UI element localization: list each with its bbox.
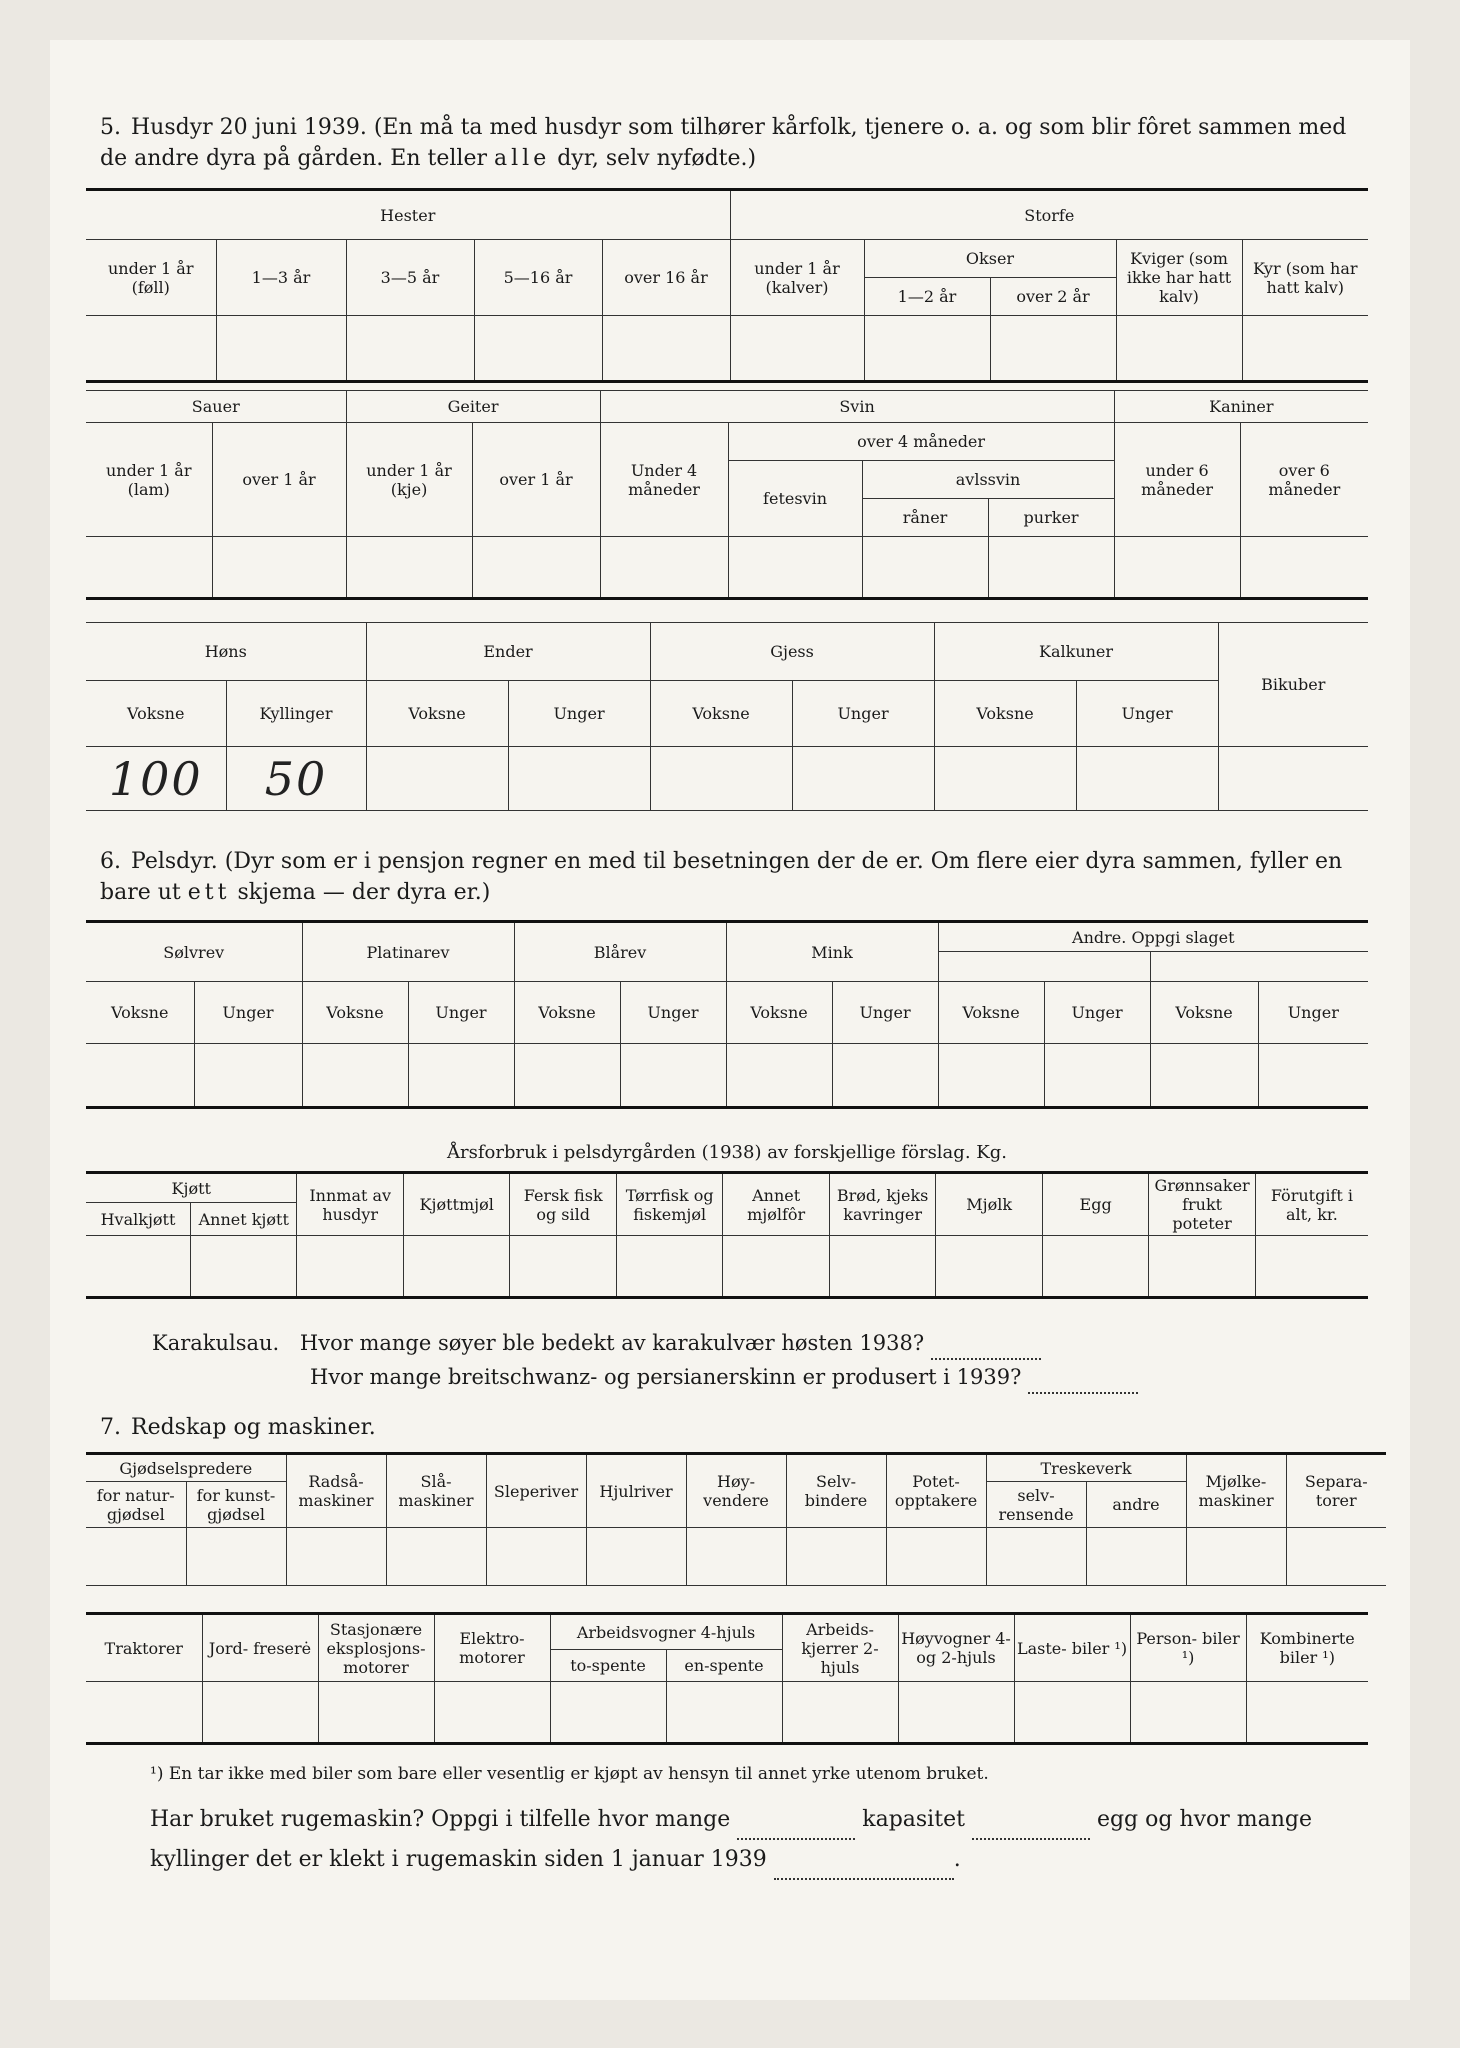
footnote-text: ¹) En tar ikke med biler som bare eller vesentlig er kjøpt av hensyn til annet yrke utenom bruket. <box>150 1764 989 1784</box>
kapasitet-label: kapasitet <box>862 1807 965 1832</box>
col-unger: Unger <box>620 982 726 1044</box>
col-purker: purker <box>988 499 1114 537</box>
col-to-spente: to-spente <box>550 1650 666 1682</box>
col-raner: råner <box>862 499 988 537</box>
group-geiter: Geiter <box>346 391 600 423</box>
input-cell[interactable] <box>1130 1682 1246 1744</box>
col-stasjonaere: Stasjonære eksplosjons- motorer <box>318 1614 434 1682</box>
andre-slot-1[interactable] <box>938 952 1150 982</box>
col-kombinerte: Kombinerte biler ¹) <box>1246 1614 1368 1682</box>
section-5-heading <box>100 112 1370 174</box>
group-hons: Høns <box>86 623 366 681</box>
col-naturgjodsel: for natur- gjødsel <box>86 1482 186 1528</box>
input-cell[interactable] <box>616 1236 722 1298</box>
group-kjott: Kjøtt <box>86 1173 297 1203</box>
rugemaskin-block <box>150 1800 1370 1880</box>
input-cell[interactable] <box>472 537 600 599</box>
col-sleperiver: Sleperiver <box>486 1454 586 1528</box>
col-gjess-unger: Unger <box>792 681 934 747</box>
group-solvrev: Sølvrev <box>86 922 302 982</box>
col-fetesvin: fetesvin <box>728 461 862 537</box>
input-cell[interactable] <box>86 1682 202 1744</box>
col-torrfisk: Tørrfisk og fiskemjøl <box>616 1173 722 1236</box>
col-kalkuner-unger: Unger <box>1076 681 1218 747</box>
section-7-heading <box>100 1412 1370 1443</box>
heading-text: Redskap og maskiner. <box>131 1415 376 1440</box>
input-cell[interactable] <box>1150 1044 1258 1108</box>
col-selvbindere: Selv- bindere <box>786 1454 886 1528</box>
input-cell[interactable] <box>728 537 862 599</box>
input-cell[interactable] <box>486 1528 586 1586</box>
col-gjess-voksne: Voksne <box>650 681 792 747</box>
col-hons-voksne: Voksne <box>86 681 226 747</box>
rugemaskin-line-1 <box>150 1800 1370 1840</box>
input-cell[interactable] <box>216 316 346 382</box>
input-cell[interactable] <box>936 1236 1042 1298</box>
input-cell[interactable] <box>318 1682 434 1744</box>
col-kaniner-0: under 6 måneder <box>1114 423 1240 537</box>
input-cell[interactable] <box>898 1682 1014 1744</box>
group-storfe: Storfe <box>730 190 1368 240</box>
input-cell[interactable] <box>726 1044 832 1108</box>
col-gronnsaker: Grønnsaker frukt poteter <box>1149 1173 1255 1236</box>
col-hester-1: 1—3 år <box>216 240 346 316</box>
machinery-table-1 <box>86 1452 1368 1586</box>
col-ender-unger: Unger <box>508 681 650 747</box>
input-cell[interactable] <box>86 1236 190 1298</box>
col-voksne: Voksne <box>86 982 194 1044</box>
input-cell[interactable] <box>938 1044 1044 1108</box>
col-kaniner-1: over 6 måneder <box>1240 423 1368 537</box>
group-platinarev: Platinarev <box>302 922 514 982</box>
input-cell[interactable] <box>508 747 650 811</box>
egg-label: egg og hvor mange <box>1096 1807 1313 1832</box>
karakul-label: Karakulsau. <box>152 1331 280 1355</box>
input-cell[interactable] <box>1246 1682 1368 1744</box>
input-cell[interactable] <box>1114 537 1240 599</box>
input-cell[interactable] <box>403 1236 509 1298</box>
col-mjolkemaskiner: Mjølke- maskiner <box>1186 1454 1286 1528</box>
group-svin: Svin <box>600 391 1114 423</box>
col-potetopptakere: Potet- opptakere <box>886 1454 986 1528</box>
input-cell[interactable] <box>1286 1528 1386 1586</box>
col-unger: Unger <box>194 982 302 1044</box>
col-andre: andre <box>1086 1482 1186 1528</box>
group-gjodselspredere: Gjødselspredere <box>86 1454 286 1482</box>
col-hester-3: 5—16 år <box>474 240 602 316</box>
input-cell[interactable] <box>190 1236 296 1298</box>
input-cell[interactable] <box>988 537 1114 599</box>
group-okser: Okser <box>864 240 1116 278</box>
col-jordfresere: Jord- freserė <box>202 1614 318 1682</box>
input-cell[interactable] <box>1186 1528 1286 1586</box>
col-bikuber: Bikuber <box>1218 623 1368 747</box>
col-unger: Unger <box>408 982 514 1044</box>
col-innmat: Innmat av husdyr <box>297 1173 403 1236</box>
input-cell[interactable] <box>1086 1528 1186 1586</box>
group-ender: Ender <box>366 623 650 681</box>
col-ender-voksne: Voksne <box>366 681 508 747</box>
input-cell[interactable] <box>1149 1236 1255 1298</box>
col-unger: Unger <box>1044 982 1150 1044</box>
group-avlssvin: avlssvin <box>862 461 1114 499</box>
rugemaskin-question: Har bruket rugemaskin? Oppgi i tilfelle hvor mange <box>150 1807 731 1832</box>
col-voksne: Voksne <box>1150 982 1258 1044</box>
group-kalkuner: Kalkuner <box>934 623 1218 681</box>
input-cell[interactable] <box>786 1528 886 1586</box>
group-hester: Hester <box>86 190 730 240</box>
input-cell[interactable] <box>346 316 474 382</box>
heading-text: Pelsdyr. (Dyr som er i pensjon regner en med til besetningen der de er. Om flere eier dyra sammen, fyller en bare ut <box>100 849 1343 905</box>
col-sauer-1: over 1 år <box>212 423 346 537</box>
col-okser-1: over 2 år <box>990 278 1116 316</box>
col-kalkuner-voksne: Voksne <box>934 681 1076 747</box>
input-cell[interactable] <box>434 1682 550 1744</box>
section-5 <box>100 112 1370 174</box>
input-cell[interactable] <box>730 316 864 382</box>
footnote <box>150 1764 1370 1784</box>
livestock-table-1 <box>86 188 1368 383</box>
input-cell[interactable] <box>782 1682 898 1744</box>
input-cell[interactable] <box>1116 316 1242 382</box>
group-treskeverk: Treskeverk <box>986 1454 1186 1482</box>
input-cell[interactable] <box>934 747 1076 811</box>
input-cell[interactable] <box>864 316 990 382</box>
karakul-answer-1[interactable] <box>931 1342 1041 1360</box>
col-hjulriver: Hjulriver <box>586 1454 686 1528</box>
col-arbeidskjerrer: Arbeids- kjerrer 2-hjuls <box>782 1614 898 1682</box>
fur-animals-table <box>86 920 1368 1109</box>
col-hester-2: 3—5 år <box>346 240 474 316</box>
machinery-table-2 <box>86 1612 1368 1745</box>
group-blarev: Blårev <box>514 922 726 982</box>
input-cell[interactable] <box>346 537 472 599</box>
col-radsa: Radså- maskiner <box>286 1454 386 1528</box>
input-cell[interactable] <box>86 316 216 382</box>
input-cell[interactable] <box>602 316 730 382</box>
col-svin-under: Under 4 måneder <box>600 423 728 537</box>
col-voksne: Voksne <box>938 982 1044 1044</box>
karakul-line-1 <box>152 1326 1352 1360</box>
col-geiter-1: over 1 år <box>472 423 600 537</box>
input-cell[interactable] <box>1258 1044 1368 1108</box>
rugemaskin-count-field[interactable] <box>737 1822 855 1840</box>
group-gjess: Gjess <box>650 623 934 681</box>
kyllinger-field[interactable] <box>774 1862 954 1880</box>
feed-title: Årsforbruk i pelsdyrgården (1938) av forskjellige förslag. Kg. <box>447 1142 1007 1163</box>
col-annet-mjolfor: Annet mjølfôr <box>723 1173 829 1236</box>
col-okser-0: 1—2 år <box>864 278 990 316</box>
section-number: 7. <box>100 1415 121 1440</box>
col-en-spente: en-spente <box>666 1650 782 1682</box>
section-number: 5. <box>100 115 121 140</box>
group-kaniner: Kaniner <box>1114 391 1368 423</box>
col-kviger: Kviger (som ikke har hatt kalv) <box>1116 240 1242 316</box>
input-cell[interactable] <box>832 1044 938 1108</box>
col-voksne: Voksne <box>514 982 620 1044</box>
col-hons-kyllinger: Kyllinger <box>226 681 366 747</box>
input-cell[interactable] <box>792 747 934 811</box>
input-cell[interactable] <box>650 747 792 811</box>
input-cell[interactable] <box>302 1044 408 1108</box>
input-cell[interactable] <box>723 1236 829 1298</box>
col-egg: Egg <box>1042 1173 1148 1236</box>
input-cell[interactable] <box>297 1236 403 1298</box>
input-cell[interactable] <box>474 316 602 382</box>
heading-emphasis: ett <box>187 880 231 905</box>
input-cell[interactable] <box>286 1528 386 1586</box>
input-cell[interactable] <box>1240 537 1368 599</box>
input-cell[interactable] <box>1076 747 1218 811</box>
col-geiter-0: under 1 år (kje) <box>346 423 472 537</box>
col-hvalkjott: Hvalkjøtt <box>86 1203 190 1236</box>
col-personbiler: Person- biler ¹) <box>1130 1614 1246 1682</box>
col-annet-kjott: Annet kjøtt <box>190 1203 296 1236</box>
handwritten-kyllinger[interactable]: 50 <box>226 747 366 811</box>
input-cell[interactable] <box>86 1528 186 1586</box>
input-cell[interactable] <box>886 1528 986 1586</box>
col-kjottmjol: Kjøttmjøl <box>403 1173 509 1236</box>
input-cell[interactable] <box>550 1682 666 1744</box>
section-6-heading <box>100 846 1370 908</box>
input-cell[interactable] <box>1044 1044 1150 1108</box>
heading-tail: skjema — der dyra er.) <box>237 880 491 905</box>
group-andre: Andre. Oppgi slaget <box>938 922 1368 952</box>
input-cell[interactable] <box>86 537 212 599</box>
karakul-question-2: Hvor mange breitschwanz- og persianerskinn er produsert i 1939? <box>310 1365 1022 1389</box>
input-cell[interactable] <box>408 1044 514 1108</box>
col-voksne: Voksne <box>726 982 832 1044</box>
input-cell[interactable] <box>620 1044 726 1108</box>
col-brod: Brød, kjeks kavringer <box>829 1173 935 1236</box>
col-fersk-fisk: Fersk fisk og sild <box>510 1173 616 1236</box>
input-cell[interactable] <box>1014 1682 1130 1744</box>
input-cell[interactable] <box>86 1044 194 1108</box>
section-number: 6. <box>100 849 121 874</box>
col-voksne: Voksne <box>302 982 408 1044</box>
input-cell[interactable] <box>1255 1236 1368 1298</box>
input-cell[interactable] <box>600 537 728 599</box>
col-kunstgjodsel: for kunst- gjødsel <box>186 1482 286 1528</box>
input-cell[interactable] <box>1042 1236 1148 1298</box>
handwritten-voksne[interactable]: 100 <box>86 747 226 811</box>
group-arbeidsvogner: Arbeidsvogner 4-hjuls <box>550 1614 782 1650</box>
col-unger: Unger <box>832 982 938 1044</box>
karakul-answer-2[interactable] <box>1028 1376 1138 1394</box>
input-cell[interactable] <box>202 1682 318 1744</box>
andre-slot-2[interactable] <box>1150 952 1368 982</box>
col-sla: Slå- maskiner <box>386 1454 486 1528</box>
col-separatorer: Separa- torer <box>1286 1454 1386 1528</box>
section-7 <box>100 1412 1370 1443</box>
input-cell[interactable] <box>686 1528 786 1586</box>
col-sauer-0: under 1 år (lam) <box>86 423 212 537</box>
karakul-question-1: Hvor mange søyer ble bedekt av karakulvær høsten 1938? <box>299 1331 925 1355</box>
input-cell[interactable] <box>666 1682 782 1744</box>
col-kalver: under 1 år (kalver) <box>730 240 864 316</box>
heading-text: Husdyr 20 juni 1939. (En må ta med husdyr som tilhører kårfolk, tjenere o. a. og som blir fôret sammen med de andre dyra på gården. En teller <box>100 115 1347 171</box>
input-cell[interactable] <box>862 537 988 599</box>
input-cell[interactable] <box>386 1528 486 1586</box>
input-cell[interactable] <box>829 1236 935 1298</box>
col-lastebiler: Laste- biler ¹) <box>1014 1614 1130 1682</box>
input-cell[interactable] <box>366 747 508 811</box>
livestock-table-2 <box>86 390 1368 600</box>
col-traktorer: Traktorer <box>86 1614 202 1682</box>
input-cell[interactable] <box>514 1044 620 1108</box>
col-hoyvogner: Høyvogner 4- og 2-hjuls <box>898 1614 1014 1682</box>
input-cell[interactable] <box>510 1236 616 1298</box>
col-selvrensende: selv- rensende <box>986 1482 1086 1528</box>
col-hester-0: under 1 år (føll) <box>86 240 216 316</box>
input-cell[interactable] <box>986 1528 1086 1586</box>
col-kyr: Kyr (som har hatt kalv) <box>1242 240 1368 316</box>
poultry-table <box>86 622 1368 811</box>
feed-consumption <box>86 1124 1368 1299</box>
col-forutgift: Förutgift i alt, kr. <box>1255 1173 1368 1236</box>
karakul-line-2 <box>152 1360 1352 1394</box>
group-mink: Mink <box>726 922 938 982</box>
group-sauer: Sauer <box>86 391 346 423</box>
group-over4: over 4 måneder <box>728 423 1114 461</box>
input-cell[interactable] <box>186 1528 286 1586</box>
karakul-block <box>152 1326 1352 1394</box>
input-cell[interactable] <box>1218 747 1368 811</box>
col-hoyvendere: Høy- vendere <box>686 1454 786 1528</box>
col-hester-4: over 16 år <box>602 240 730 316</box>
input-cell[interactable] <box>1242 316 1368 382</box>
kapasitet-field[interactable] <box>972 1822 1090 1840</box>
heading-tail: dyr, selv nyfødte.) <box>557 146 757 171</box>
section-6 <box>100 846 1370 908</box>
input-cell[interactable] <box>212 537 346 599</box>
heading-emphasis: alle <box>494 146 551 171</box>
kyllinger-question: kyllinger det er klekt i rugemaskin siden 1 januar 1939 <box>150 1847 767 1872</box>
input-cell[interactable] <box>194 1044 302 1108</box>
col-elektromotorer: Elektro- motorer <box>434 1614 550 1682</box>
period: . <box>953 1847 961 1872</box>
input-cell[interactable] <box>990 316 1116 382</box>
input-cell[interactable] <box>586 1528 686 1586</box>
col-mjolk: Mjølk <box>936 1173 1042 1236</box>
rugemaskin-line-2 <box>150 1840 1370 1880</box>
col-unger: Unger <box>1258 982 1368 1044</box>
